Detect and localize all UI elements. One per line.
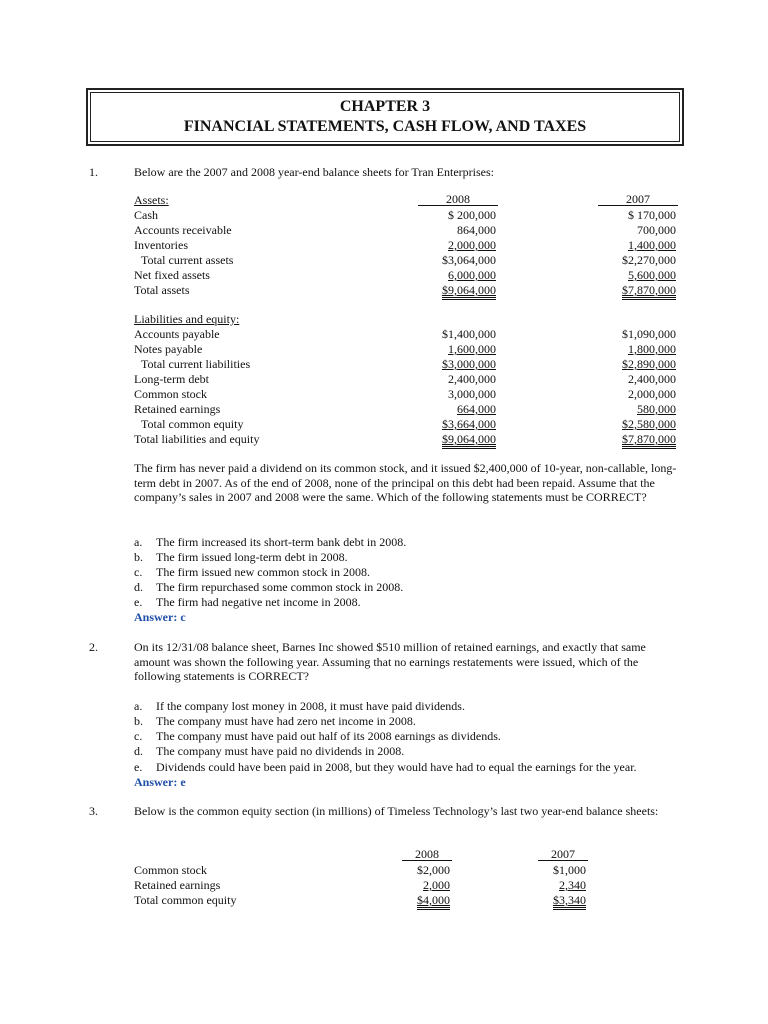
liab-2007: $2,580,000	[622, 417, 676, 431]
option-text: The firm issued new common stock in 2008.	[156, 565, 370, 579]
liab-2008: $9,064,000	[442, 432, 496, 449]
liab-2008: 3,000,000	[448, 387, 496, 401]
chapter-number: CHAPTER 3	[339, 98, 431, 115]
liab-2007: $1,090,000	[622, 327, 676, 341]
option-text: The firm repurchased some common stock in 2008.	[156, 580, 404, 594]
option-b	[134, 714, 416, 728]
option-d	[134, 744, 404, 758]
asset-2007: 5,600,000	[628, 268, 676, 282]
question-1-answer: Answer: c	[134, 610, 186, 624]
liab-label: Accounts payable	[134, 327, 220, 341]
option-text: The firm issued long-term debt in 2008.	[156, 550, 348, 564]
question-1-number: 1.	[89, 165, 98, 179]
option-letter: b.	[134, 714, 143, 728]
liab-2007: $7,870,000	[622, 432, 676, 449]
q3-col-2008-header: 2008	[402, 848, 452, 861]
asset-label: Accounts receivable	[134, 223, 232, 237]
liab-2007: 2,400,000	[628, 372, 676, 386]
liab-2008: $3,664,000	[442, 417, 496, 431]
option-letter: d.	[134, 744, 143, 758]
liab-label: Total current liabilities	[141, 357, 251, 371]
liab-2008: $1,400,000	[442, 327, 496, 341]
question-2-text: On its 12/31/08 balance sheet, Barnes Inc showed $510 million of retained earnings, and exactly that same amount was shown the following year. Assuming that no earnings restatements were issued, which of the following statements is CORRECT?	[134, 640, 646, 683]
asset-2008: 864,000	[457, 223, 496, 237]
option-a	[134, 535, 406, 549]
option-letter: c.	[134, 565, 143, 579]
equity-2007: $3,340	[553, 893, 586, 910]
asset-2008: 2,000,000	[448, 238, 496, 252]
option-letter: e.	[134, 595, 143, 609]
option-c	[134, 729, 501, 743]
option-text: The company must have paid no dividends in 2008.	[156, 744, 405, 758]
question-1-text: The firm has never paid a dividend on its common stock, and it issued $2,400,000 of 10-year, non-callable, long-term debt in 2007. As of the end of 2008, none of the principal on this debt had been repaid. Assume that the company’s sales in 2007 and 2008 were the same. Which of the following statements must be CORRECT?	[134, 461, 677, 504]
equity-label: Total common equity	[134, 893, 237, 907]
col-2007-header: 2007	[598, 193, 678, 206]
option-d	[134, 580, 403, 594]
chapter-title-box	[86, 88, 684, 146]
equity-2008: $2,000	[417, 863, 450, 877]
asset-2007: 700,000	[637, 223, 676, 237]
option-text: If the company lost money in 2008, it must have paid dividends.	[156, 699, 465, 713]
option-c	[134, 565, 370, 579]
option-text: The firm increased its short-term bank debt in 2008.	[156, 535, 407, 549]
asset-label: Total assets	[134, 283, 190, 297]
asset-2007: $ 170,000	[628, 208, 676, 222]
option-text: The firm had negative net income in 2008.	[156, 595, 361, 609]
equity-2007: $1,000	[553, 863, 586, 877]
option-letter: a.	[134, 699, 143, 713]
option-a	[134, 699, 465, 713]
liab-2007: 2,000,000	[628, 387, 676, 401]
option-letter: c.	[134, 729, 143, 743]
liab-label: Total liabilities and equity	[134, 432, 260, 446]
col-2008-header: 2008	[418, 193, 498, 206]
question-2-answer: Answer: e	[134, 775, 186, 789]
asset-label: Total current assets	[141, 253, 234, 267]
liab-2008: $3,000,000	[442, 357, 496, 371]
asset-2008: $9,064,000	[442, 283, 496, 300]
asset-label: Inventories	[134, 238, 188, 252]
option-text: The company must have had zero net income in 2008.	[156, 714, 416, 728]
asset-2008: 6,000,000	[448, 268, 496, 282]
asset-label: Cash	[134, 208, 158, 222]
liab-2007: 1,800,000	[628, 342, 676, 356]
asset-label: Net fixed assets	[134, 268, 210, 282]
liab-2007: 580,000	[637, 402, 676, 416]
asset-2007: 1,400,000	[628, 238, 676, 252]
option-text: The company must have paid out half of its 2008 earnings as dividends.	[156, 729, 501, 743]
option-letter: d.	[134, 580, 143, 594]
chapter-title: FINANCIAL STATEMENTS, CASH FLOW, AND TAXES	[183, 118, 587, 135]
question-1-intro: Below are the 2007 and 2008 year-end balance sheets for Tran Enterprises:	[134, 165, 494, 179]
option-b	[134, 550, 348, 564]
liab-label: Long-term debt	[134, 372, 209, 386]
liabilities-heading: Liabilities and equity:	[134, 312, 240, 326]
asset-2007: $2,270,000	[622, 253, 676, 267]
option-letter: a.	[134, 535, 143, 549]
equity-2008: $4,000	[417, 893, 450, 910]
q3-col-2007-header: 2007	[538, 848, 588, 861]
equity-2007: 2,340	[559, 878, 586, 892]
liab-2008: 664,000	[457, 402, 496, 416]
option-text: Dividends could have been paid in 2008, but they would have had to equal the earnings for the year.	[156, 760, 637, 774]
liab-label: Retained earnings	[134, 402, 221, 416]
option-e	[134, 760, 637, 774]
asset-2008: $3,064,000	[442, 253, 496, 267]
question-3-number: 3.	[89, 804, 98, 818]
liab-2007: $2,890,000	[622, 357, 676, 371]
equity-label: Retained earnings	[134, 878, 221, 892]
asset-2007: $7,870,000	[622, 283, 676, 300]
liab-2008: 1,600,000	[448, 342, 496, 356]
option-letter: e.	[134, 760, 143, 774]
liab-label: Notes payable	[134, 342, 203, 356]
question-3-text: Below is the common equity section (in millions) of Timeless Technology’s last two year-end balance sheets:	[134, 804, 659, 818]
option-e	[134, 595, 361, 609]
question-2-number: 2.	[89, 640, 98, 654]
liab-label: Total common equity	[141, 417, 244, 431]
liab-2008: 2,400,000	[448, 372, 496, 386]
equity-label: Common stock	[134, 863, 208, 877]
liab-label: Common stock	[134, 387, 208, 401]
assets-heading: Assets:	[134, 193, 169, 207]
asset-2008: $ 200,000	[448, 208, 496, 222]
equity-2008: 2,000	[423, 878, 450, 892]
option-letter: b.	[134, 550, 143, 564]
